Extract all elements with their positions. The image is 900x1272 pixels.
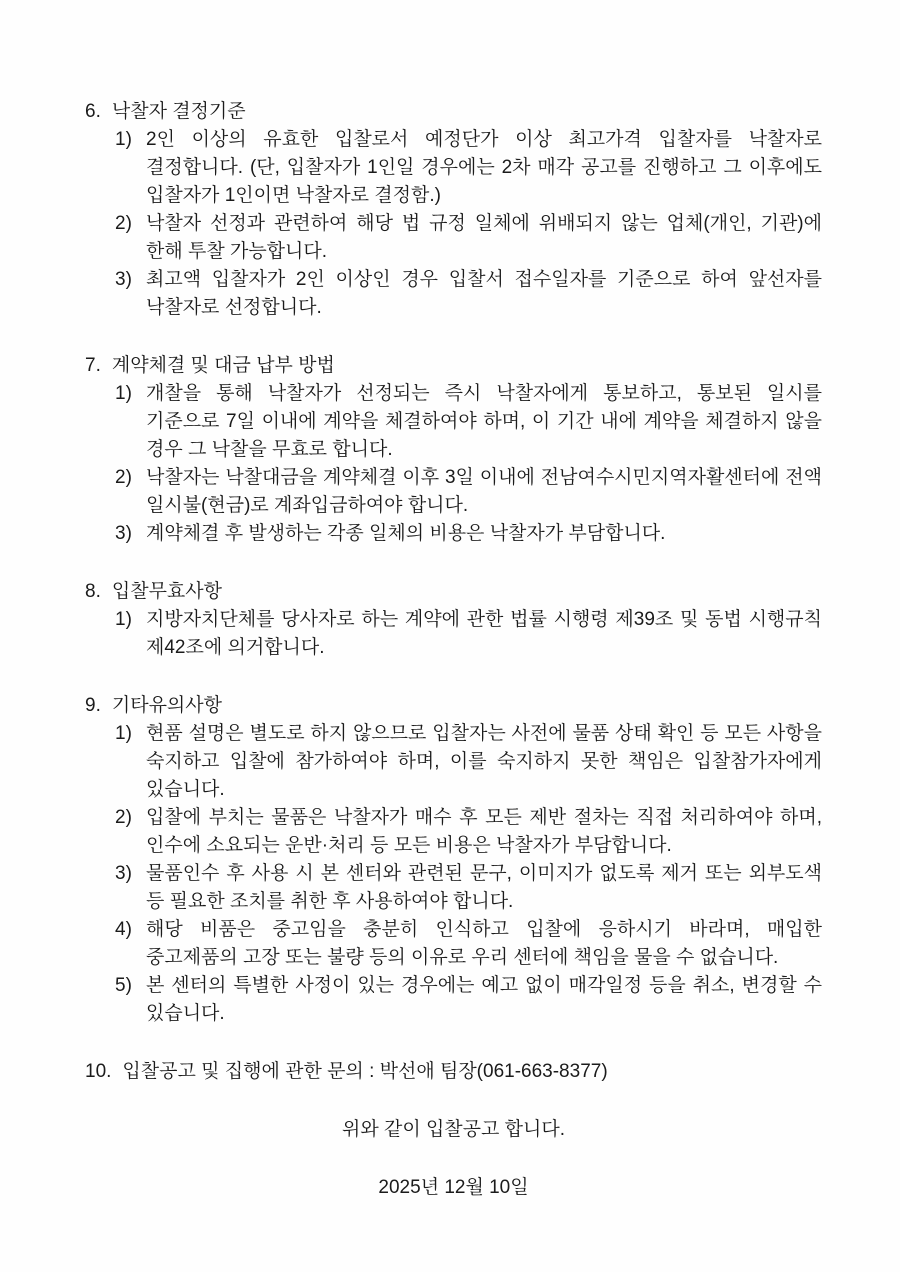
section (85, 98, 822, 322)
item-text: 개찰을 통해 낙찰자가 선정되는 즉시 낙찰자에게 통보하고, 통보된 일시를 기준으로 7일 이내에 계약을 체결하여야 하며, 이 기간 내에 계약을 체결하지 않을 경우 그 낙찰을 무효로 합니다. (146, 383, 822, 460)
section-heading (85, 1058, 822, 1086)
item-text: 입찰에 부치는 물품은 낙찰자가 매수 후 모든 제반 절차는 직접 처리하여야 하며, 인수에 소요되는 운반·처리 등 모든 비용은 낙찰자가 부담합니다. (146, 807, 822, 856)
item-text: 본 센터의 특별한 사정이 있는 경우에는 예고 없이 매각일정 등을 취소, 변경할 수 있습니다. (146, 975, 822, 1024)
item-text: 계약체결 후 발생하는 각종 일체의 비용은 낙찰자가 부담합니다. (146, 523, 666, 544)
list-item (85, 916, 822, 972)
item-text: 지방자치단체를 당사자로 하는 계약에 관한 법률 시행령 제39조 및 동법 시행규칙 제42조에 의거합니다. (146, 609, 822, 658)
section-title: 기타유의사항 (111, 695, 222, 716)
section-items (85, 380, 822, 548)
list-item (85, 210, 822, 266)
item-number: 1) (115, 723, 132, 744)
item-number: 2) (115, 467, 132, 488)
section-number: 9. (85, 695, 101, 716)
section (85, 352, 822, 548)
item-text: 2인 이상의 유효한 입찰로서 예정단가 이상 최고가격 입찰자를 낙찰자로 결정합니다. (단, 입찰자가 1인일 경우에는 2차 매각 공고를 진행하고 그 이후에도 입찰자가 1인이면 낙찰자로 결정함.) (146, 129, 822, 206)
list-item (85, 266, 822, 322)
section-title: 계약체결 및 대금 납부 방법 (111, 355, 335, 376)
section-number: 8. (85, 581, 101, 602)
list-item (85, 972, 822, 1028)
section (85, 692, 822, 1028)
item-number: 3) (115, 863, 132, 884)
section-number: 6. (85, 101, 101, 122)
section-items (85, 720, 822, 1028)
list-item (85, 464, 822, 520)
document-content (85, 98, 822, 1202)
list-item (85, 720, 822, 804)
section-number: 10. (85, 1061, 112, 1082)
item-text: 해당 비품은 중고임을 충분히 인식하고 입찰에 응하시기 바라며, 매입한 중고제품의 고장 또는 불량 등의 이유로 우리 센터에 책임을 물을 수 없습니다. (146, 919, 822, 968)
list-item (85, 380, 822, 464)
item-text: 낙찰자 선정과 관련하여 해당 법 규정 일체에 위배되지 않는 업체(개인, 기관)에 한해 투찰 가능합니다. (146, 213, 822, 262)
section-title: 입찰공고 및 집행에 관한 문의 : 박선애 팀장(061-663-8377) (122, 1061, 608, 1082)
item-text: 물품인수 후 사용 시 본 센터와 관련된 문구, 이미지가 없도록 제거 또는 외부도색 등 필요한 조치를 취한 후 사용하여야 합니다. (146, 863, 822, 912)
section-number: 7. (85, 355, 101, 376)
section-items (85, 126, 822, 322)
list-item (85, 520, 822, 548)
item-text: 최고액 입찰자가 2인 이상인 경우 입찰서 접수일자를 기준으로 하여 앞선자를 낙찰자로 선정합니다. (146, 269, 822, 318)
section (85, 1058, 822, 1086)
section-items (85, 606, 822, 662)
item-number: 3) (115, 523, 132, 544)
item-number: 5) (115, 975, 132, 996)
section-title: 낙찰자 결정기준 (111, 101, 246, 122)
list-item (85, 860, 822, 916)
section-heading (85, 692, 822, 720)
item-number: 3) (115, 269, 132, 290)
item-number: 1) (115, 609, 132, 630)
item-text: 현품 설명은 별도로 하지 않으므로 입찰자는 사전에 물품 상태 확인 등 모든 사항을 숙지하고 입찰에 참가하여야 하며, 이를 숙지하지 못한 책임은 입찰참가자에게 있습니다. (146, 723, 822, 800)
item-number: 2) (115, 807, 132, 828)
item-number: 1) (115, 383, 132, 404)
announcement-date: 2025년 12월 10일 (378, 1177, 529, 1198)
list-item (85, 606, 822, 662)
section (85, 578, 822, 662)
item-text: 낙찰자는 낙찰대금을 계약체결 이후 3일 이내에 전남여수시민지역자활센터에 전액 일시불(현금)로 계좌입금하여야 합니다. (146, 467, 822, 516)
item-number: 1) (115, 129, 132, 150)
section-title: 입찰무효사항 (111, 581, 222, 602)
list-item (85, 126, 822, 210)
item-number: 4) (115, 919, 132, 940)
section-heading (85, 352, 822, 380)
item-number: 2) (115, 213, 132, 234)
section-heading (85, 98, 822, 126)
closing-statement: 위와 같이 입찰공고 합니다. (341, 1119, 565, 1140)
section-heading (85, 578, 822, 606)
sections (85, 98, 822, 1086)
list-item (85, 804, 822, 860)
